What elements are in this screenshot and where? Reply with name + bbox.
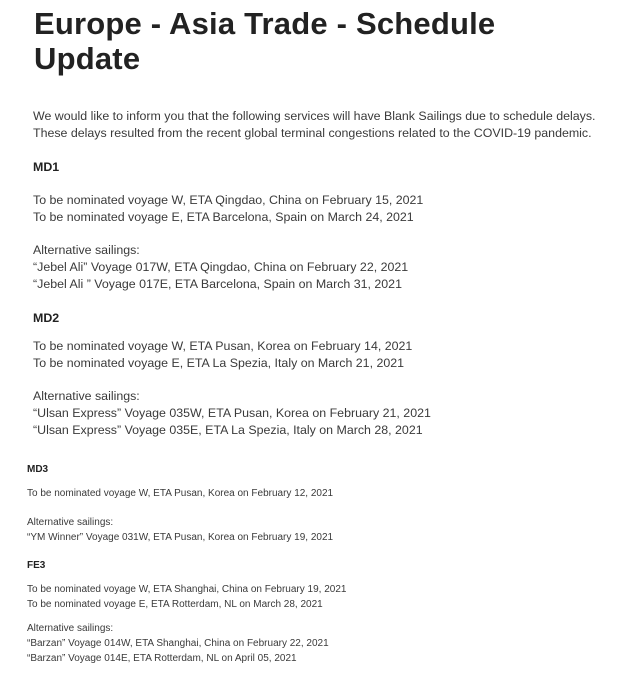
fe3-nominated-e: To be nominated voyage E, ETA Rotterdam, NL on March 28, 2021 xyxy=(27,599,323,610)
md1-nominated-w: To be nominated voyage W, ETA Qingdao, China on February 15, 2021 xyxy=(33,193,424,207)
md3-alternative-w: “YM Winner” Voyage 031W, ETA Pusan, Korea on February 19, 2021 xyxy=(27,532,334,543)
service-heading-md1: MD1 xyxy=(33,160,60,174)
md2-nominated-e: To be nominated voyage E, ETA La Spezia, Italy on March 21, 2021 xyxy=(33,356,405,370)
md2-alternative-label: Alternative sailings: xyxy=(33,389,140,403)
md3-alternative-label: Alternative sailings: xyxy=(27,517,114,528)
md3-nominated-w: To be nominated voyage W, ETA Pusan, Korea on February 12, 2021 xyxy=(27,488,334,499)
fe3-alternative-label: Alternative sailings: xyxy=(27,623,114,634)
md1-alternative-label: Alternative sailings: xyxy=(33,243,140,257)
md1-alternative-w: “Jebel Ali” Voyage 017W, ETA Qingdao, China on February 22, 2021 xyxy=(33,260,409,274)
intro-line-2: These delays resulted from the recent global terminal congestions related to the COVID-19 pandemic. xyxy=(33,126,592,140)
intro-line-1: We would like to inform you that the following services will have Blank Sailings due to schedule delays. xyxy=(33,109,596,123)
fe3-alternative-w: “Barzan” Voyage 014W, ETA Shanghai, China on February 22, 2021 xyxy=(27,638,329,649)
service-heading-md3: MD3 xyxy=(27,464,49,475)
service-heading-fe3: FE3 xyxy=(27,560,46,571)
md2-alternative-e: “Ulsan Express” Voyage 035E, ETA La Spezia, Italy on March 28, 2021 xyxy=(33,423,423,437)
md2-alternative-w: “Ulsan Express” Voyage 035W, ETA Pusan, Korea on February 21, 2021 xyxy=(33,406,431,420)
md2-nominated-w: To be nominated voyage W, ETA Pusan, Korea on February 14, 2021 xyxy=(33,339,413,353)
service-heading-md2: MD2 xyxy=(33,311,60,325)
fe3-nominated-w: To be nominated voyage W, ETA Shanghai, China on February 19, 2021 xyxy=(27,584,347,595)
page-title: Europe - Asia Trade - Schedule Update xyxy=(34,6,496,76)
fe3-alternative-e: “Barzan” Voyage 014E, ETA Rotterdam, NL on April 05, 2021 xyxy=(27,653,297,664)
md1-nominated-e: To be nominated voyage E, ETA Barcelona, Spain on March 24, 2021 xyxy=(33,210,414,224)
md1-alternative-e: “Jebel Ali ” Voyage 017E, ETA Barcelona, Spain on March 31, 2021 xyxy=(33,277,402,291)
